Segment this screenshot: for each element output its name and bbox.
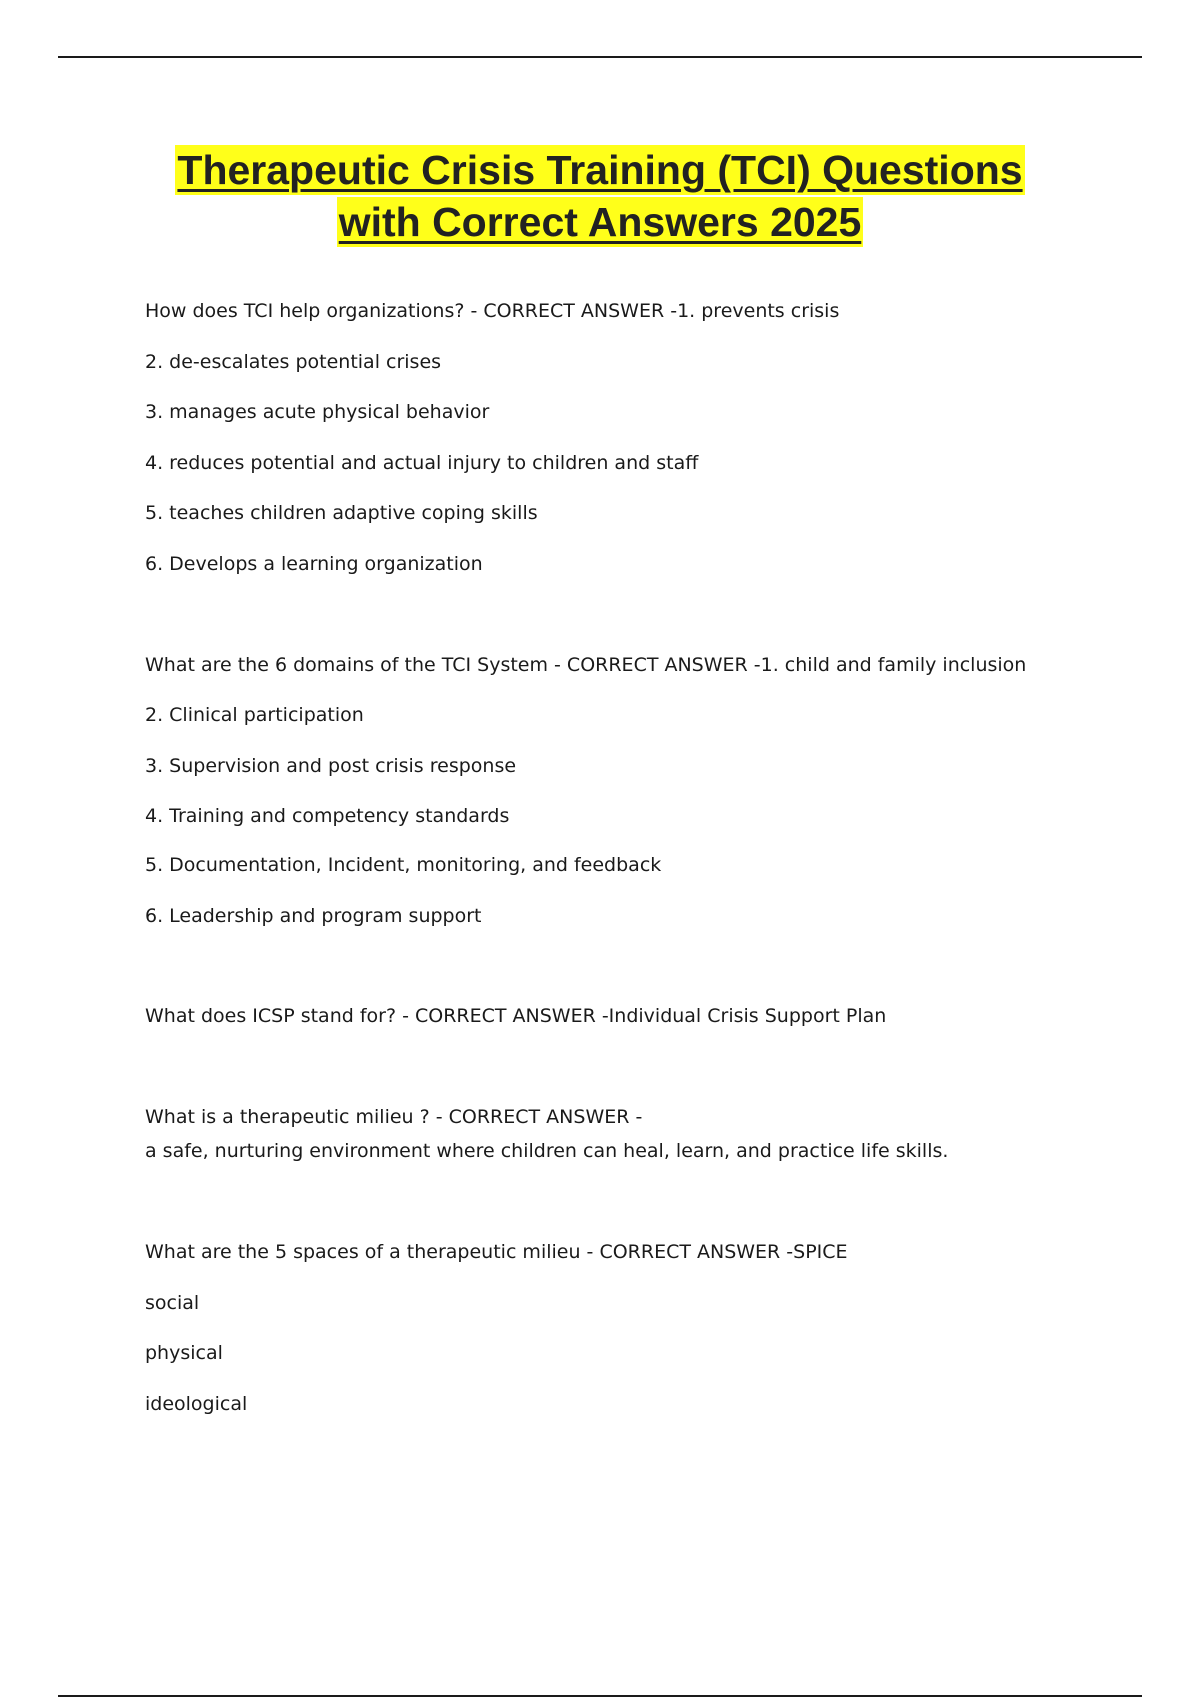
- qa-answer-line: 3. manages acute physical behavior: [145, 401, 490, 423]
- qa-answer-line: 6. Leadership and program support: [145, 905, 482, 927]
- footer-rule: [58, 1695, 1142, 1697]
- qa-answer-line: 2. Clinical participation: [145, 704, 364, 726]
- qa-answer-line: 6. Develops a learning organization: [145, 553, 483, 575]
- title-line-1: Therapeutic Crisis Training (TCI) Questions: [177, 147, 1023, 193]
- qa-question: How does TCI help organizations? - CORRECT ANSWER -1. prevents crisis: [145, 300, 840, 322]
- qa-answer-line: social: [145, 1292, 200, 1314]
- qa-answer-line: 4. Training and competency standards: [145, 805, 510, 827]
- header-rule: [58, 56, 1142, 58]
- qa-answer-line: a safe, nurturing environment where children can heal, learn, and practice life skills.: [145, 1140, 949, 1162]
- qa-question: What does ICSP stand for? - CORRECT ANSWER -Individual Crisis Support Plan: [145, 1005, 887, 1027]
- qa-question: What is a therapeutic milieu ? - CORRECT ANSWER -: [145, 1106, 643, 1128]
- qa-answer-line: 5. Documentation, Incident, monitoring, and feedback: [145, 854, 662, 876]
- qa-answer-line: 3. Supervision and post crisis response: [145, 755, 517, 777]
- qa-answer-line: 5. teaches children adaptive coping skills: [145, 502, 538, 524]
- qa-answer-line: 2. de-escalates potential crises: [145, 351, 442, 373]
- document-title: [60, 145, 1140, 249]
- qa-answer-line: physical: [145, 1342, 223, 1364]
- qa-question: What are the 5 spaces of a therapeutic milieu - CORRECT ANSWER -SPICE: [145, 1241, 848, 1263]
- qa-answer-line: 4. reduces potential and actual injury to children and staff: [145, 452, 699, 474]
- title-line-2: with Correct Answers 2025: [338, 199, 862, 245]
- qa-answer-line: ideological: [145, 1393, 248, 1415]
- qa-question: What are the 6 domains of the TCI System - CORRECT ANSWER -1. child and family inclusion: [145, 654, 1027, 676]
